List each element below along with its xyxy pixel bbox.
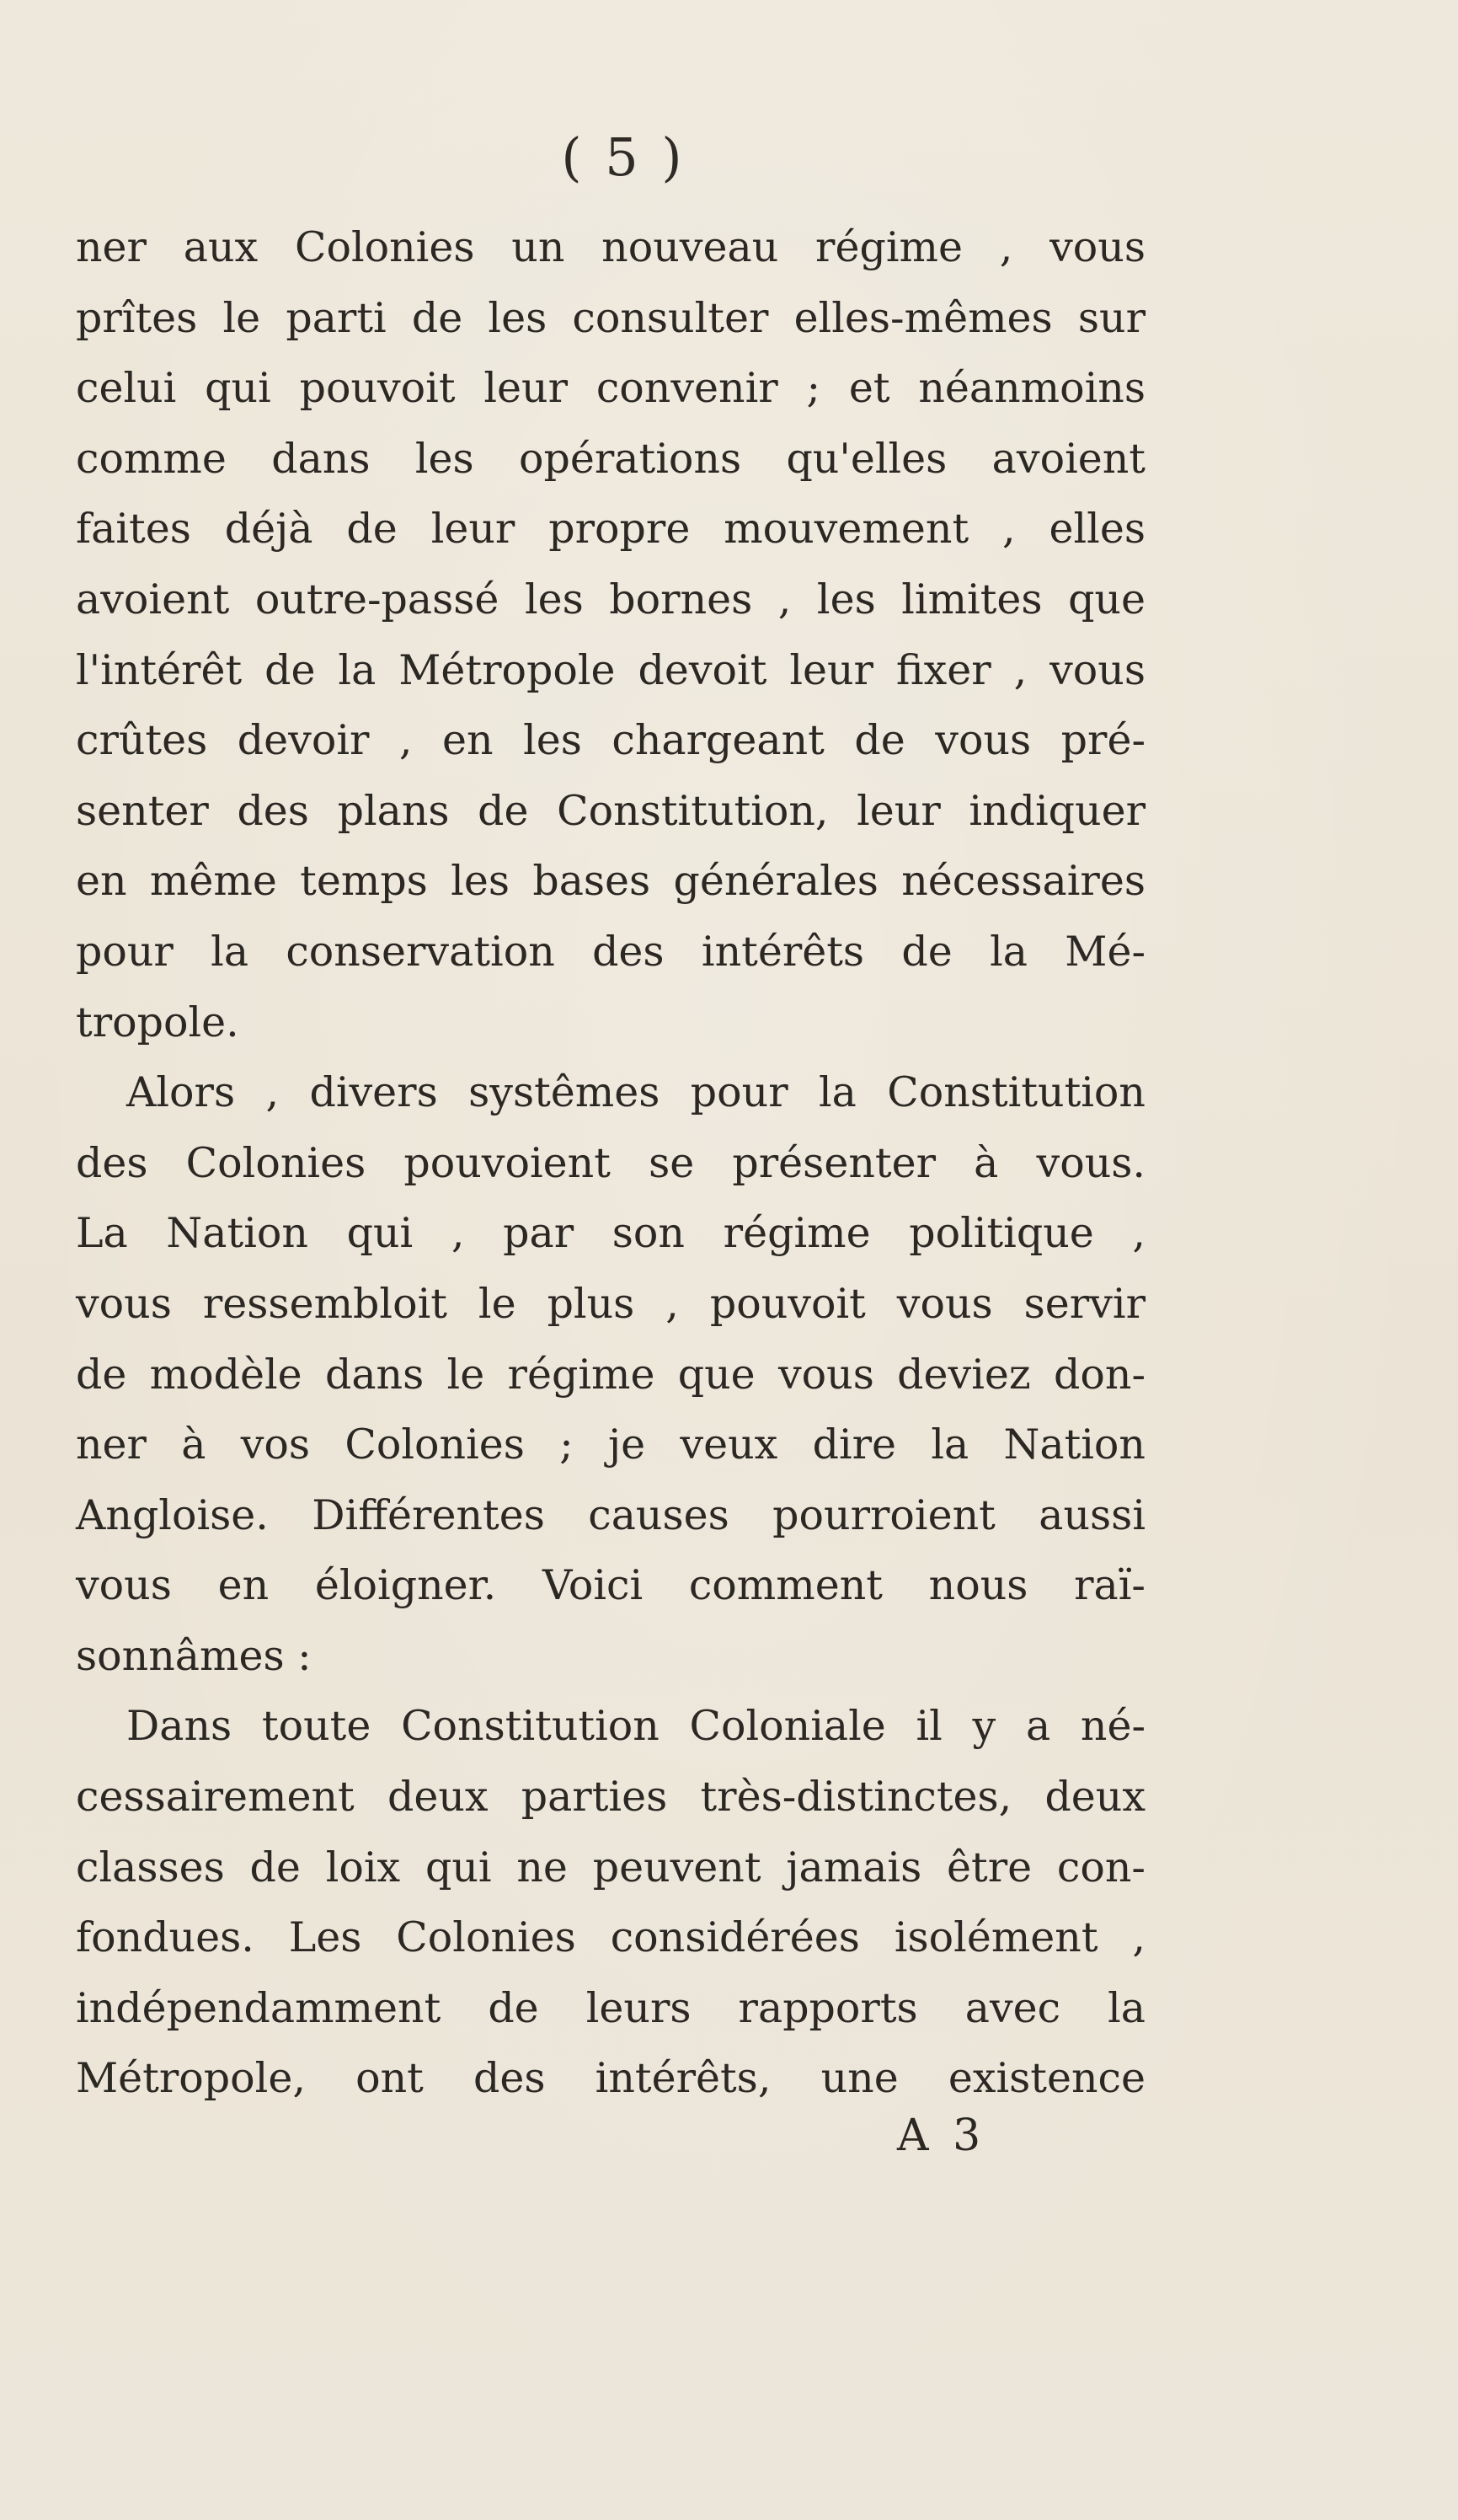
text-line: Métropole, ont des intérêts, une existence xyxy=(76,2054,1146,2103)
text-line: classes de loix qui ne peuvent jamais être con- xyxy=(76,1843,1146,1891)
text-line: des Colonies pouvoient se présenter à vous. xyxy=(76,1138,1146,1187)
text-line: crûtes devoir , en les chargeant de vous pré- xyxy=(76,716,1146,765)
text-line: cessairement deux parties très-distinctes, deux xyxy=(76,1773,1146,1822)
text-line: Dans toute Constitution Coloniale il y a né- xyxy=(126,1702,1146,1751)
text-line: vous ressembloit le plus , pouvoit vous servir xyxy=(76,1279,1146,1328)
body-text xyxy=(76,212,1146,2114)
text-line: sonnâmes : xyxy=(76,1631,312,1680)
text-line: comme dans les opérations qu'elles avoient xyxy=(76,434,1146,483)
text-line: La Nation qui , par son régime politique , xyxy=(76,1209,1146,1258)
text-line: avoient outre-passé les bornes , les limites que xyxy=(76,575,1146,623)
text-line: tropole. xyxy=(76,998,239,1046)
text-line: l'intérêt de la Métropole devoit leur fixer , vous xyxy=(76,645,1146,694)
text-line: vous en éloigner. Voici comment nous raï- xyxy=(76,1561,1146,1610)
text-line: celui qui pouvoit leur convenir ; et néanmoins xyxy=(76,364,1146,413)
text-line: ner à vos Colonies ; je veux dire la Nation xyxy=(76,1421,1146,1469)
text-line: Angloise. Différentes causes pourroient aussi xyxy=(76,1490,1146,1539)
text-line: pour la conservation des intérêts de la Mé- xyxy=(76,927,1146,976)
text-line: indépendamment de leurs rapports avec la xyxy=(76,1983,1146,2032)
text-line: senter des plans de Constitution, leur indiquer xyxy=(76,786,1146,835)
text-line: Alors , divers systêmes pour la Constitution xyxy=(126,1068,1146,1117)
text-line: faites déjà de leur propre mouvement , elles xyxy=(76,505,1146,554)
signature-mark: A 3 xyxy=(897,2111,986,2161)
text-line: en même temps les bases générales nécessaires xyxy=(76,857,1146,906)
text-line: fondues. Les Colonies considérées isolément , xyxy=(76,1913,1146,1962)
text-line: ner aux Colonies un nouveau régime , vous xyxy=(76,223,1146,271)
text-line: de modèle dans le régime que vous deviez don- xyxy=(76,1350,1146,1399)
text-line: prîtes le parti de les consulter elles-mêmes sur xyxy=(76,293,1146,342)
page-number: ( 5 ) xyxy=(561,126,686,188)
